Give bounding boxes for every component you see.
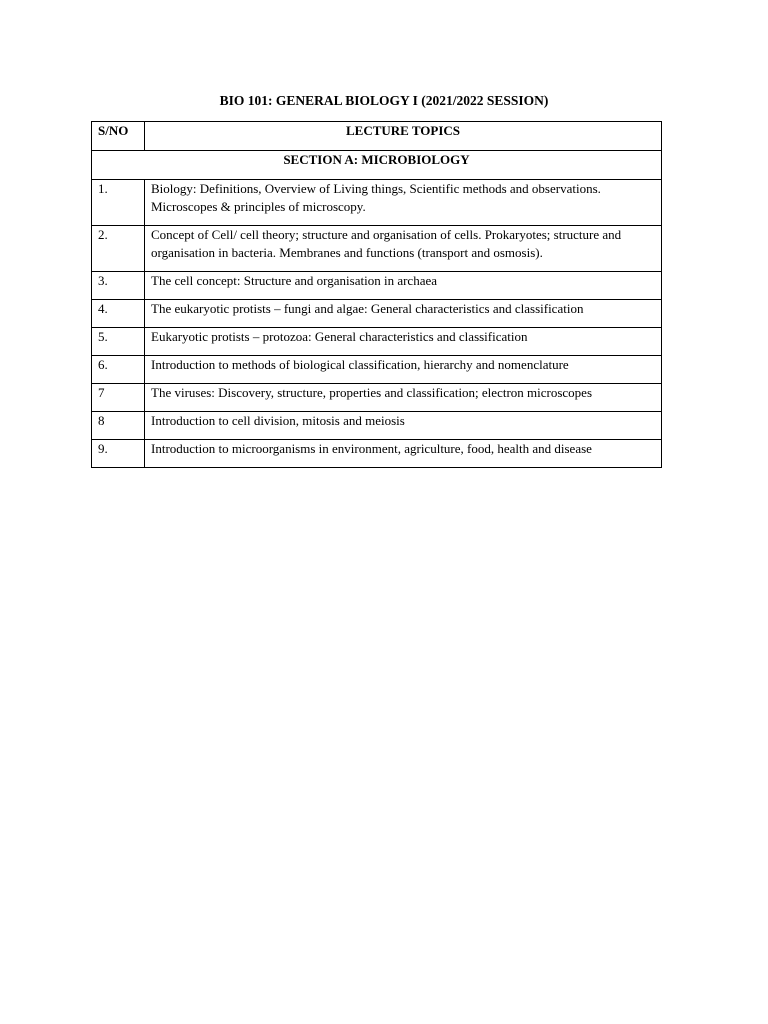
table-header-row <box>92 122 662 151</box>
table-row <box>92 356 662 384</box>
table-row <box>92 328 662 356</box>
document-title: BIO 101: GENERAL BIOLOGY I (2021/2022 SESSION) <box>219 93 549 108</box>
table-row <box>92 384 662 412</box>
row-number: 8 <box>92 412 145 440</box>
table-row <box>92 440 662 468</box>
sno-column-header: S/NO <box>92 122 145 151</box>
table-row <box>92 180 662 226</box>
section-title: SECTION A: MICROBIOLOGY <box>92 151 662 180</box>
lecture-topics-table <box>91 121 662 468</box>
row-topic: Concept of Cell/ cell theory; structure and organisation of cells. Prokaryotes; structure and organisation in bacteria. Membranes and functions (transport and osmosis). <box>145 226 662 272</box>
row-topic: Introduction to microorganisms in environment, agriculture, food, health and disease <box>145 440 662 468</box>
lecture-topics-column-header: LECTURE TOPICS <box>145 122 662 151</box>
row-number: 6. <box>92 356 145 384</box>
table-row <box>92 412 662 440</box>
row-topic: Biology: Definitions, Overview of Living things, Scientific methods and observations. Microscopes & principles of microscopy. <box>145 180 662 226</box>
row-topic: Introduction to cell division, mitosis and meiosis <box>145 412 662 440</box>
row-number: 1. <box>92 180 145 226</box>
row-topic: The eukaryotic protists – fungi and algae: General characteristics and classification <box>145 300 662 328</box>
row-number: 9. <box>92 440 145 468</box>
row-number: 7 <box>92 384 145 412</box>
table-row <box>92 226 662 272</box>
table-row <box>92 300 662 328</box>
row-topic: Eukaryotic protists – protozoa: General characteristics and classification <box>145 328 662 356</box>
row-topic: The viruses: Discovery, structure, properties and classification; electron microscopes <box>145 384 662 412</box>
section-row <box>92 151 662 180</box>
row-number: 4. <box>92 300 145 328</box>
row-topic: The cell concept: Structure and organisation in archaea <box>145 272 662 300</box>
row-number: 5. <box>92 328 145 356</box>
table-row <box>92 272 662 300</box>
row-number: 3. <box>92 272 145 300</box>
row-number: 2. <box>92 226 145 272</box>
row-topic: Introduction to methods of biological classification, hierarchy and nomenclature <box>145 356 662 384</box>
